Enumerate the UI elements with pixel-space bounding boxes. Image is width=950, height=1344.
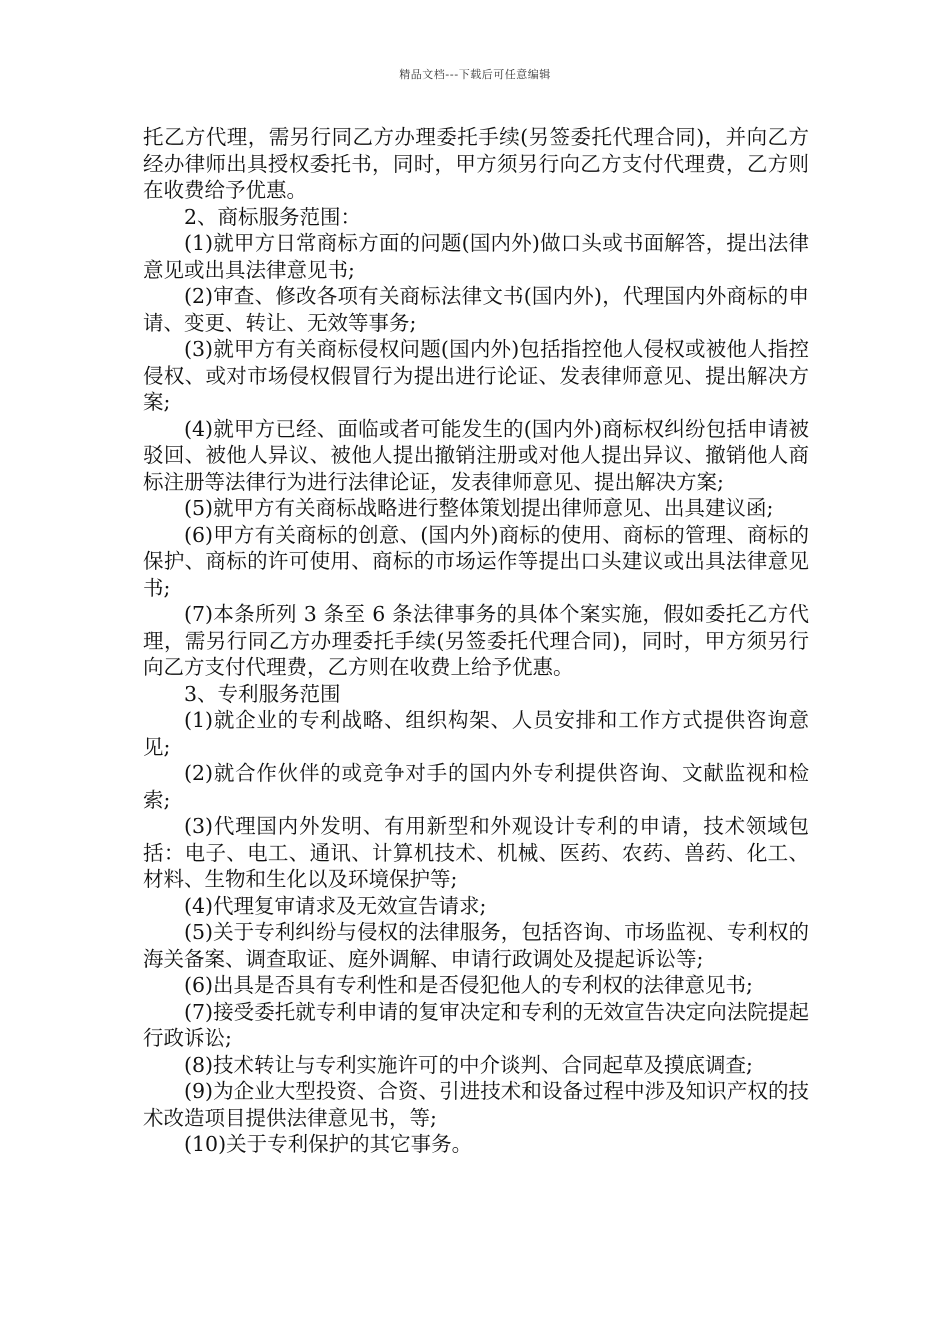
- list-item: (3)就甲方有关商标侵权问题(国内外)包括指控他人侵权或被他人指控侵权、或对市场侵权假冒行为提出进行论证、发表律师意见、提出解决方案;: [143, 337, 809, 414]
- list-item: (6)出具是否具有专利性和是否侵犯他人的专利权的法律意见书;: [184, 973, 753, 997]
- list-item: (2)审查、修改各项有关商标法律文书(国内外)，代理国内外商标的申请、变更、转让、无效等事务;: [143, 284, 809, 335]
- list-item: (7)接受委托就专利申请的复审决定和专利的无效宣告决定向法院提起行政诉讼;: [143, 999, 809, 1050]
- list-item: (3)代理国内外发明、有用新型和外观设计专利的申请，技术领域包括：电子、电工、通讯、计算机技术、机械、医药、农药、兽药、化工、材料、生物和生化以及环境保护等;: [143, 814, 809, 891]
- list-item: (1)就企业的专利战略、组织构架、人员安排和工作方式提供咨询意见;: [143, 708, 809, 759]
- list-item: (5)就甲方有关商标战略进行整体策划提出律师意见、出具建议函;: [184, 496, 774, 520]
- paragraph-continuation: 托乙方代理，需另行同乙方办理委托手续(另签委托代理合同)，并向乙方经办律师出具授权委托书，同时，甲方须另行向乙方支付代理费，乙方则在收费给予优惠。: [143, 125, 809, 202]
- list-item: (7)本条所列 3 条至 6 条法律事务的具体个案实施，假如委托乙方代理，需另行同乙方办理委托手续(另签委托代理合同)，同时，甲方须另行向乙方支付代理费，乙方则在收费上给予优惠。: [143, 602, 809, 679]
- page-header: 精品文档---下载后可任意编辑: [399, 68, 551, 81]
- list-item: (4)代理复审请求及无效宣告请求;: [184, 893, 487, 918]
- list-item: (1)就甲方日常商标方面的问题(国内外)做口头或书面解答，提出法律意见或出具法律意见书;: [143, 231, 809, 282]
- section-heading-patent: 3、专利服务范围: [184, 681, 341, 706]
- list-item: (2)就合作伙伴的或竞争对手的国内外专利提供咨询、文献监视和检索;: [143, 761, 809, 812]
- document-body: [143, 124, 809, 1158]
- section-heading-trademark: 2、商标服务范围：: [184, 204, 362, 229]
- list-item: (6)甲方有关商标的创意、(国内外)商标的使用、商标的管理、商标的保护、商标的许可使用、商标的市场运作等提出口头建议或出具法律意见书;: [143, 522, 809, 600]
- list-item: (4)就甲方已经、面临或者可能发生的(国内外)商标权纠纷包括申请被驳回、被他人异议、被他人提出撤销注册或对他人提出异议、撤销他人商标注册等法律行为进行法律论证，发表律师意见、提出解决方案;: [143, 416, 809, 494]
- list-item: (8)技术转让与专利实施许可的中介谈判、合同起草及摸底调查;: [184, 1052, 753, 1077]
- list-item: (9)为企业大型投资、合资、引进技术和设备过程中涉及知识产权的技术改造项目提供法律意见书，等;: [143, 1079, 809, 1130]
- list-item: (5)关于专利纠纷与侵权的法律服务，包括咨询、市场监视、专利权的海关备案、调查取证、庭外调解、申请行政调处及提起诉讼等;: [143, 920, 809, 971]
- list-item: (10)关于专利保护的其它事务。: [184, 1132, 473, 1156]
